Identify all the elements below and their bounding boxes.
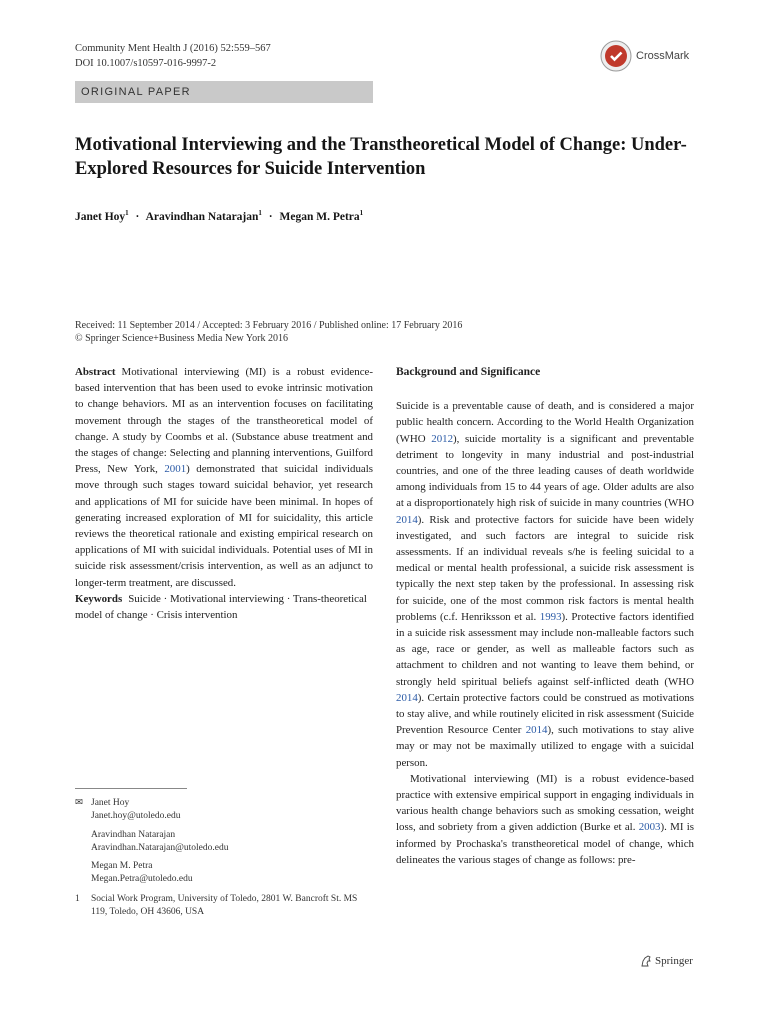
affiliation-footnote — [75, 893, 373, 920]
publication-dates — [75, 319, 462, 345]
contact-name: Janet Hoy — [91, 798, 130, 808]
citation-link[interactable]: 2003 — [638, 821, 661, 834]
contact-entry — [75, 829, 373, 856]
journal-meta — [75, 42, 271, 71]
keywords-text: Suicide · Motivational interviewing · Trans-theoretical model of change · Crisis intervention — [75, 592, 367, 622]
contact-name: Aravindhan Natarajan — [91, 829, 176, 840]
affiliations — [75, 797, 373, 924]
citation-link[interactable]: 2012 — [431, 432, 454, 445]
copyright-line: © Springer Science+Business Media New York 2016 — [75, 333, 288, 344]
crossmark-badge[interactable] — [600, 40, 689, 72]
affiliation-mark: 1 — [125, 209, 129, 217]
left-column — [75, 364, 373, 623]
contact-name: Megan M. Petra — [91, 861, 153, 872]
keywords — [75, 591, 373, 623]
publisher-name: Springer — [655, 955, 693, 967]
author-list — [75, 209, 363, 223]
contact-entry — [75, 797, 373, 824]
body-paragraph — [396, 398, 694, 771]
abstract-heading: Abstract — [75, 366, 116, 378]
citation-link[interactable]: 2014 — [396, 513, 418, 526]
crossmark-label: CrossMark — [636, 50, 690, 62]
affiliation-mark: 1 — [258, 209, 262, 217]
journal-citation: Community Ment Health J (2016) 52:559–567 — [75, 43, 271, 54]
affiliation-mark: 1 — [359, 209, 364, 217]
body-text: ), suicide mortality is a significant and preventable detriment to longevity in many industrial and post-industrial countries, and one of the three leading causes of death worldwide among individuals from 15 to 44 years of age. Older adults are also at a disproportionately high risk of suicide in many countries (WHO — [396, 432, 694, 510]
abstract — [75, 364, 373, 591]
abstract-text: ) demonstrated that suicidal individuals move through such stages toward suicidal behavior, yet research and applications of MI for suicide have been minimal. In hopes of generating increased exploration of MI for suicidality, this article reviews the theoretical rationale and existing empirical research on applications of MI with suicidal individuals. Potential uses of MI in suicide risk assessment/crisis intervention, as well as an adjunct to longer-term treatment, are discussed. — [75, 463, 373, 589]
envelope-icon: ✉ — [75, 798, 83, 808]
citation-link[interactable]: 1993 — [539, 610, 562, 623]
author-name[interactable]: Aravindhan Natarajan — [145, 210, 259, 223]
body-text: ). MI is informed by Prochaska's transtheoretical model of change, which delineates the various stages of change as follows: pre- — [396, 821, 694, 866]
abstract-text: Motivational interviewing (MI) is a robust evidence-based intervention that has been used to evoke intrinsic motivation to change behaviors. MI as an intervention focuses on facilitating movement through the stages of the transtheoretical model of change. A study by Coombs et al. (Substance abuse treatment and the stages of change: Selecting and planning interventions, Guilford Press, New York, — [75, 366, 373, 476]
citation-link[interactable]: 2001 — [164, 463, 187, 476]
right-column — [396, 364, 694, 868]
author-name[interactable]: Megan M. Petra — [279, 210, 360, 223]
paper-title: Motivational Interviewing and the Transtheoretical Model of Change: Under-Explored Resources for Suicide Intervention — [75, 135, 687, 179]
body-text: ). Risk and protective factors for suicide have been widely investigated, and such factors are integral to suicide risk assessments. If an individual reveals s/he is feeling suicidal to a medical or mental health professional, a suicide risk assessment is typically the next step taken by the professional. In assessing risk for suicide, one of the most common risk factors is mental health problems (c.f. Henriksson et al. — [396, 513, 694, 623]
body-text: Suicide is a preventable cause of death, and is considered a major public health concern. According to the World Health Organization (WHO — [396, 400, 694, 445]
footnote-mark: 1 — [75, 893, 80, 904]
body-text: ). Certain protective factors could be construed as motivations to stay alive, and while routinely elicited in risk assessment (Suicide Prevention Resource Center — [396, 691, 694, 737]
contact-email[interactable]: Megan.Petra@utoledo.edu — [91, 874, 193, 885]
crossmark-icon — [600, 40, 632, 72]
author-separator: · — [135, 210, 140, 223]
body-text: Motivational interviewing (MI) is a robust evidence-based practice with extensive empirical support in engaging individuals in various health change behaviors such as smoking cessation, weight loss, and sobriety from a given addiction (Burke et al. — [396, 772, 694, 834]
keywords-heading: Keywords — [75, 592, 123, 605]
publication-history: Received: 11 September 2014 / Accepted: 3 February 2016 / Published online: 17 February 2016 — [75, 320, 463, 331]
affiliation-address: Social Work Program, University of Toledo, 2801 W. Bancroft St. MS 119, Toledo, OH 43606, USA — [91, 893, 358, 918]
citation-link[interactable]: 2014 — [525, 724, 548, 737]
author-separator: · — [268, 210, 273, 223]
contact-email[interactable]: Aravindhan.Natarajan@utoledo.edu — [91, 842, 229, 853]
author-name[interactable]: Janet Hoy — [75, 210, 126, 223]
publisher-footer — [640, 955, 693, 967]
body-text: ), such motivations to stay alive may or may not be maximally utilized to engage with a suicidal person. — [396, 724, 695, 769]
body-paragraph — [396, 771, 694, 868]
section-heading: Background and Significance — [396, 366, 541, 378]
body-text: ). Protective factors identified in a suicide risk assessment may include non-malleable factors such as age, race or gender, as well as malleable factors such as attachment to children and not wanting to leave them behind, or strongly held spiritual beliefs against self-inflicted death (WHO — [396, 610, 694, 688]
contact-entry — [75, 860, 373, 887]
paper-type-label: ORIGINAL PAPER — [75, 81, 373, 103]
footnote-divider — [75, 788, 187, 789]
springer-horse-icon — [640, 955, 652, 967]
contact-email[interactable]: Janet.hoy@utoledo.edu — [91, 811, 181, 822]
doi-link[interactable]: DOI 10.1007/s10597-016-9997-2 — [75, 57, 217, 69]
citation-link[interactable]: 2014 — [396, 691, 418, 704]
